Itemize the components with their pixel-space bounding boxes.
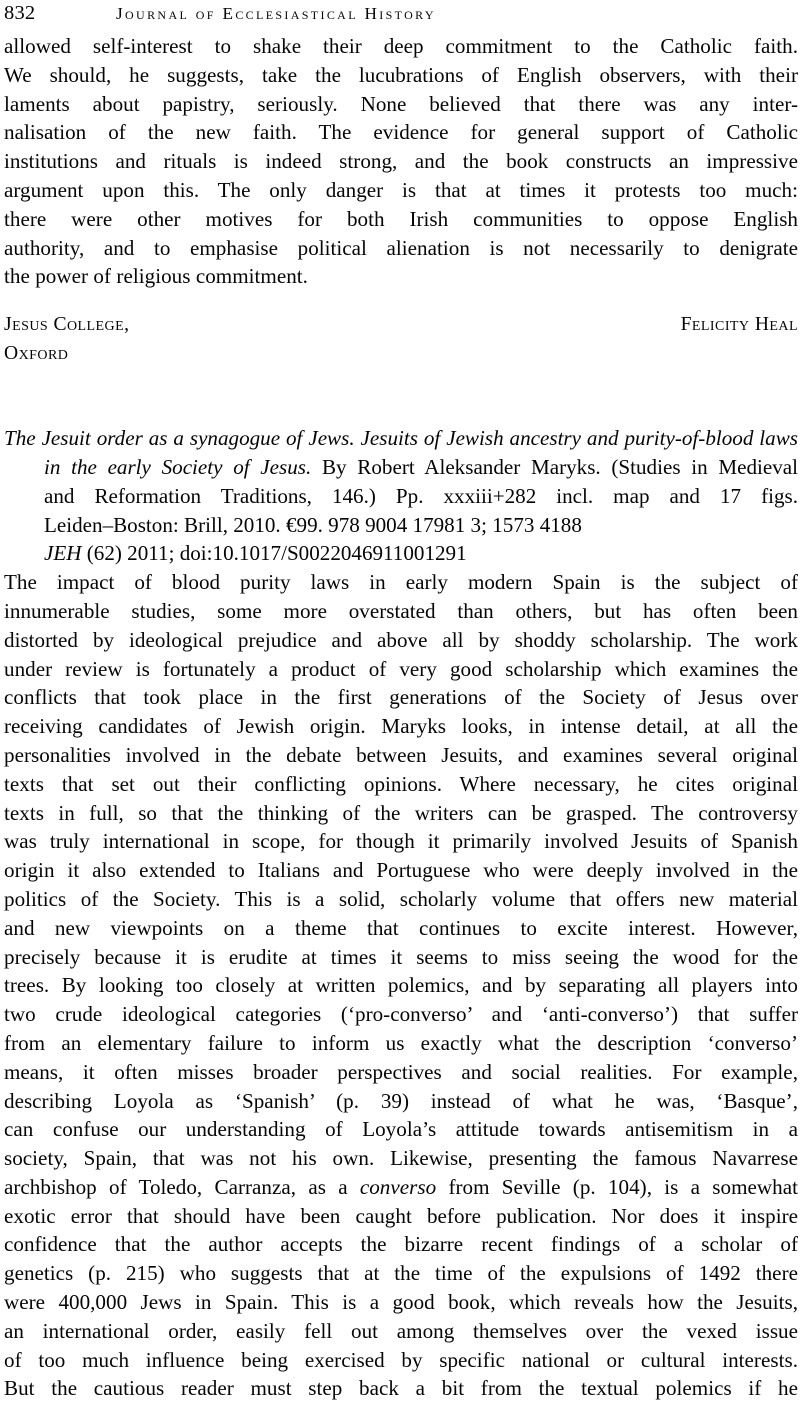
text-line: allowed self-interest to shake their deep commitment to the Catholic faith. [4,34,798,58]
text-line: texts in full, so that the thinking of the writers can be grasped. The controversy [4,800,798,825]
text-line: under review is fortunately a product of very good scholarship which examines the [4,656,798,681]
citation-series-line: and Reformation Traditions, 146.) Pp. xxxiii+282 incl. map and 17 figs. [44,483,798,508]
text-line: The impact of blood purity laws in early modern Spain is the subject of [4,570,798,595]
text-line: describing Loyola as ‘Spanish’ (p. 39) instead of what he was, ‘Basque’, [4,1088,798,1113]
doi-reference: (62) 2011; doi:10.1017/S0022046911001291 [81,541,467,566]
review-signature [4,311,798,368]
text-line: from an elementary failure to inform us exactly what the description ‘converso’ [4,1030,798,1055]
text-line: institutions and rituals is indeed strong, and the book constructs an impressive [4,149,798,174]
book-title-part2: in the early Society of Jesus. [44,454,312,479]
text-line: were 400,000 Jews in Spain. This is a good book, which reveals how the Jesuits, [4,1290,798,1315]
text-line: there were other motives for both Irish communities to oppose English [4,206,798,231]
review-continued-paragraph [4,32,798,291]
text-line: receiving candidates of Jewish origin. Maryks looks, in intense detail, at all the [4,714,798,739]
citation-title-line1 [4,424,798,453]
reviewer-affiliation-line2: Oxford [4,342,69,364]
text-line: confidence that the author accepts the bizarre recent findings of a scholar of [4,1232,798,1257]
text-line: was truly international in scope, for though it primarily involved Jesuits of Spanish [4,829,798,854]
text-line: politics of the Society. This is a solid, scholarly volume that offers new material [4,886,798,911]
page-number: 832 [4,2,36,24]
book-byline: By Robert Aleksander Maryks. (Studies in Medieval [311,454,798,479]
text-line: an international order, easily fell out among themselves over the vexed issue [4,1318,798,1343]
text-line: can confuse our understanding of Loyola’s attitude towards antisemitism in a [4,1117,798,1142]
text-line: distorted by ideological prejudice and above all by shoddy scholarship. The work [4,627,798,652]
citation-journal-ref-line [4,539,798,568]
text-line: innumerable studies, some more overstated than others, but has often been [4,598,798,623]
text-line: genetics (p. 215) who suggests that at the time of the expulsions of 1492 there [4,1261,798,1286]
journal-abbreviation: JEH [44,541,82,566]
citation-title-line2 [4,453,798,482]
book-citation [4,424,798,568]
text-line: personalities involved in the debate between Jesuits, and examines several original [4,742,798,767]
text-line: origin it also extended to Italians and Portuguese who were deeply involved in the [4,858,798,883]
citation-imprint-line: Leiden–Boston: Brill, 2010. €99. 978 9004 17981 3; 1573 4188 [44,512,582,537]
text-line: But the cautious reader must step back a bit from the textual polemics if he [4,1376,798,1401]
text-line: precisely because it is erudite at times it seems to miss seeing the wood for the [4,944,798,969]
text-line: nalisation of the new faith. The evidence for general support of Catholic [4,120,798,145]
text-line: and new viewpoints on a theme that continues to excite interest. However, [4,915,798,940]
text-line: means, it often misses broader perspectives and social realities. For example, [4,1059,798,1084]
text-line-carranza [4,1173,798,1202]
text-segment: archbishop of Toledo, Carranza, as a [4,1174,360,1199]
text-line: society, Spain, that was not his own. Likewise, presenting the famous Navarrese [4,1146,798,1171]
text-line: texts that set out their conflicting opinions. Where necessary, he cites original [4,771,798,796]
text-line: conflicts that took place in the first generations of the Society of Jesus over [4,685,798,710]
review-body-paragraph [4,568,798,1403]
text-line: argument upon this. The only danger is that at times it protests too much: [4,177,798,202]
book-title-part1: The Jesuit order as a synagogue of Jews. Jesuits of Jewish ancestry and purity-of-blood laws [4,426,798,451]
reviewer-name: Felicity Heal [680,314,798,336]
text-line: of too much influence being exercised by specific national or cultural interests. [4,1347,798,1372]
journal-title: Journal of Ecclesiastical History [116,4,436,23]
text-line: We should, he suggests, take the lucubrations of English observers, with their [4,62,798,87]
running-head [4,0,798,30]
text-line: trees. By looking too closely at written polemics, and by separating all players into [4,973,798,998]
text-line: authority, and to emphasise political alienation is not necessarily to denigrate [4,235,798,260]
text-line: laments about papistry, seriously. None believed that there was any inter- [4,91,798,116]
text-segment: from Seville (p. 104), is a somewhat [436,1174,798,1199]
text-line: the power of religious commitment. [4,264,308,289]
italic-term-converso: converso [359,1174,437,1199]
text-line: two crude ideological categories (‘pro-converso’ and ‘anti-converso’) that suffer [4,1002,798,1027]
text-line: exotic error that should have been caught before publication. Nor does it inspire [4,1203,798,1228]
reviewer-affiliation-line1: Jesus College, [4,314,130,336]
